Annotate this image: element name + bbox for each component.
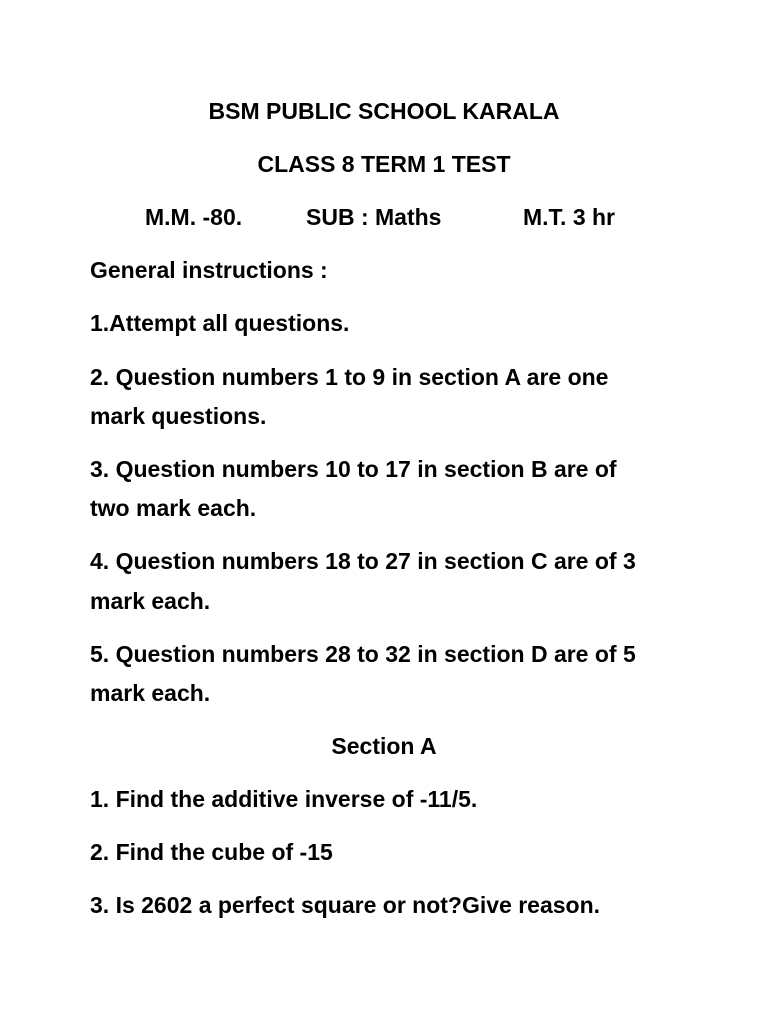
instruction-3-line-2: two mark each. [90,495,257,521]
max-marks: M.M. -80. [145,204,243,230]
max-time: M.T. 3 hr [523,204,616,230]
instruction-1: 1.Attempt all questions. [90,310,350,336]
school-name: BSM PUBLIC SCHOOL KARALA [208,98,560,124]
class-term-title: CLASS 8 TERM 1 TEST [257,151,511,177]
instruction-2-line-2: mark questions. [90,403,267,429]
question-3: 3. Is 2602 a perfect square or not?Give reason. [90,892,601,918]
subject: SUB : Maths [306,204,442,230]
instructions-heading: General instructions : [90,257,328,283]
instruction-5-line-1: 5. Question numbers 28 to 32 in section D are of 5 [90,641,636,667]
instruction-4-line-2: mark each. [90,588,211,614]
question-2: 2. Find the cube of -15 [90,839,333,865]
exam-meta-row [0,203,768,231]
instruction-2-line-1: 2. Question numbers 1 to 9 in section A are one [90,364,609,390]
question-1: 1. Find the additive inverse of -11/5. [90,786,478,812]
instruction-3-line-1: 3. Question numbers 10 to 17 in section B are of [90,456,617,482]
section-a-title: Section A [331,733,437,759]
instruction-5-line-2: mark each. [90,680,211,706]
instruction-4-line-1: 4. Question numbers 18 to 27 in section C are of 3 [90,548,636,574]
